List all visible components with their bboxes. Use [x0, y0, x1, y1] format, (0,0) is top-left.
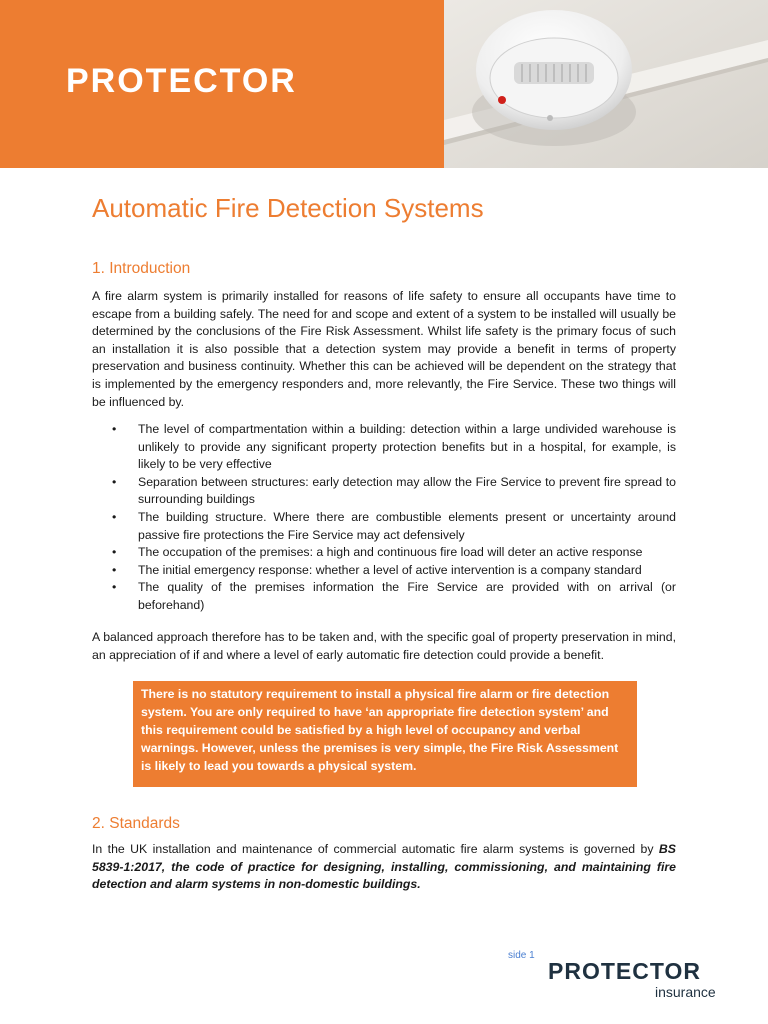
section-heading-introduction: 1. Introduction	[92, 260, 191, 277]
influence-factors-list	[112, 421, 676, 615]
closing-paragraph: A balanced approach therefore has to be taken and, with the specific goal of property preservation in mind, an appreciation of if and where a level of early automatic fire detection could provide a benefit.	[92, 630, 676, 662]
bullet-icon: •	[112, 562, 117, 577]
brand-logo: PROTECTOR	[66, 62, 297, 100]
header-banner	[0, 0, 768, 168]
bullet-icon: •	[112, 422, 117, 436]
footer-logo: PROTECTOR	[548, 958, 701, 984]
list-item: • The building structure. Where there are combustible elements present or uncertainty around passive fire protections the Fire Service may act defensively	[112, 509, 676, 542]
list-item: • The quality of the premises information the Fire Service are provided with on arrival (or beforehand)	[112, 580, 676, 612]
document-title: Automatic Fire Detection Systems	[92, 193, 484, 223]
bullet-icon: •	[112, 509, 117, 524]
list-item: • The level of compartmentation within a building: detection within a large undivided warehouse is unlikely to provide any significant property protection benefits but in a hospital, for example, is likely to be very effective	[112, 422, 676, 472]
list-item: • The occupation of the premises: a high and continuous fire load will deter an active response	[112, 544, 676, 562]
section-heading-standards: 2. Standards	[92, 815, 180, 832]
list-item: • The initial emergency response: whether a level of active intervention is a company standard	[112, 562, 676, 580]
bullet-icon: •	[112, 474, 117, 489]
intro-paragraph: A fire alarm system is primarily installed for reasons of life safety to ensure all occupants have time to escape from a building safely. The need for and scope and extent of a system to be installed will usually be determined by the conclusions of the Fire Risk Assessment. Whilst life safety is the primary focus of such an installation it is also possible that a detection system may provide a benefit in terms of property preservation and business continuity. Whether this can be achieved will be dependent on the strategy that is implemented by the emergency responders and, more relevantly, the Fire Service. These two things will be influenced by.	[92, 289, 676, 409]
list-item: • Separation between structures: early detection may allow the Fire Service to prevent fire spread to surrounding buildings	[112, 474, 676, 507]
smoke-detector-illustration	[444, 0, 768, 168]
standard-reference: BS 5839-1:2017, the code of practice for designing, installing, commissioning, and maintaining fire detection and alarm systems in non-domestic buildings.	[92, 842, 676, 892]
bullet-icon: •	[112, 580, 117, 595]
smoke-detector-photo	[444, 0, 768, 168]
header-orange-panel	[0, 0, 444, 168]
callout-box: There is no statutory requirement to install a physical fire alarm or fire detection system. You are only required to have ‘an appropriate fire detection system’ and this requirement could be satisfied by a high level of occupancy and verbal warnings. However, unless the premises is very simple, the Fire Risk Assessment is likely to lead you towards a physical system.	[133, 681, 637, 787]
page-number: side 1	[508, 950, 535, 961]
bullet-icon: •	[112, 545, 117, 560]
footer-logo-subtitle: insurance	[655, 984, 716, 1000]
standards-paragraph: In the UK installation and maintenance of commercial automatic fire alarm systems is governed by BS 5839-1:2017, the code of practice for designing, installing, commissioning, and maintaining fire detection and alarm systems in non-domestic buildings.	[92, 842, 676, 892]
